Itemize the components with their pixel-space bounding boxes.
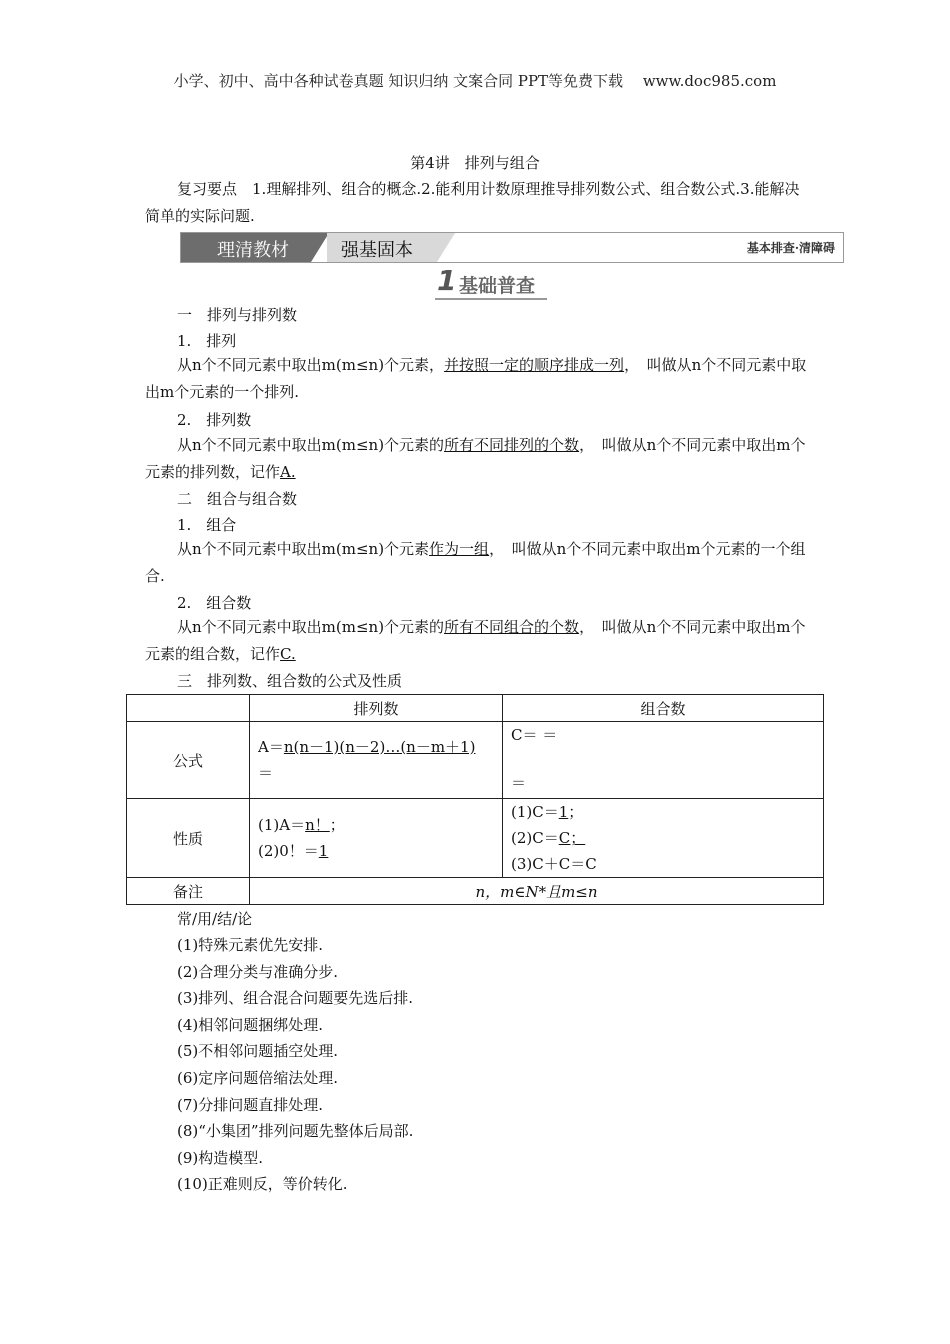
underlined-answer: n！ (305, 816, 330, 834)
permutation-formula-line1 (258, 734, 494, 760)
underlined-answer: A. (280, 463, 296, 481)
table-row-note (127, 878, 824, 905)
table-header-row (127, 695, 824, 722)
combination-property-2 (511, 825, 815, 851)
text-segment: ， 叫做从n个不同元素中取出m个元素的一个组合. (145, 540, 806, 585)
underlined-answer: 作为一组 (429, 540, 490, 558)
list-item: (4)相邻问题捆绑处理. (177, 1016, 324, 1034)
list-item: (8)“小集团”排列问题先整体后局部. (177, 1122, 414, 1140)
note-label: 备注 (127, 878, 250, 905)
text-segment: ， 叫做从n个不同元素中取出m个元素的一个排列. (145, 356, 807, 401)
permutation-formula-line2: ＝ (258, 764, 274, 782)
permutation-property-cell (250, 799, 503, 878)
list-item: (6)定序问题倍缩法处理. (177, 1069, 339, 1087)
list-item: (2)合理分类与准确分步. (177, 963, 339, 981)
part1-sub2-body (145, 432, 810, 486)
combination-property-cell (503, 799, 824, 878)
text-segment: (2)C＝ (511, 829, 559, 847)
combination-formula-line2: ＝ (511, 774, 527, 792)
section-bar-light-tip (437, 233, 455, 262)
underlined-answer: 并按照一定的顺序排成一列 (444, 356, 625, 374)
underlined-answer: C； (558, 829, 586, 847)
section-bar-middle-label: 强基固本 (341, 240, 413, 261)
part2-sub1: 1. 组合 (177, 516, 237, 534)
combination-property-3: (3)C＋C＝C (511, 855, 597, 873)
text-segment: (1)C＝ (511, 803, 559, 821)
formula-label: 公式 (127, 722, 250, 799)
text-segment: 从n个不同元素中取出m(m≤n)个元素的 (177, 618, 445, 636)
text-segment: ； (329, 816, 345, 834)
combination-property-1 (511, 799, 815, 825)
combination-formula-cell (503, 722, 824, 799)
underlined-answer: 所有不同组合的个数 (444, 618, 580, 636)
text-segment: A＝ (258, 738, 284, 756)
part3-heading: 三 排列数、组合数的公式及性质 (177, 672, 403, 690)
text-segment: ； (568, 803, 584, 821)
permutation-formula-cell (250, 722, 503, 799)
part1-sub2: 2. 排列数 (177, 411, 252, 429)
part2-sub2: 2. 组合数 (177, 594, 252, 612)
text-segment: (2)0！＝ (258, 842, 319, 860)
review-label: 复习要点 (177, 180, 238, 198)
text-segment: (1)A＝ (258, 816, 306, 834)
text-segment: 从n个不同元素中取出m(m≤n)个元素的 (177, 436, 445, 454)
section-badge (435, 264, 547, 300)
review-text: 1.理解排列、组合的概念.2.能利用计数原理推导排列数公式、组合数公式.3.能解决简单的实际问题. (145, 180, 800, 225)
badge-number: 1 (437, 264, 457, 297)
section-bar-right-label: 基本排查·清障碍 (746, 241, 835, 255)
underlined-answer: 1 (318, 842, 329, 860)
list-item: (7)分排问题直排处理. (177, 1096, 324, 1114)
table-row-property (127, 799, 824, 878)
permutation-property-1 (258, 812, 494, 838)
note-text: n，m∈N*且m≤n (250, 878, 824, 905)
list-item: (3)排列、组合混合问题要先选后排. (177, 989, 414, 1007)
property-label: 性质 (127, 799, 250, 878)
table-header-permutation: 排列数 (250, 695, 503, 722)
list-item: (9)构造模型. (177, 1149, 264, 1167)
part2-sub1-body (145, 536, 810, 590)
table-header-combination: 组合数 (503, 695, 824, 722)
conclusions-heading: 常/用/结/论 (177, 910, 253, 928)
table-row-formula (127, 722, 824, 799)
section-bar-left-label: 理清教材 (217, 240, 289, 261)
top-banner: 小学、初中、高中各种试卷真题 知识归纳 文案合同 PPT等免费下载 www.doc985.com (173, 72, 777, 90)
badge-text: 基础普查 (459, 275, 536, 297)
list-item: (10)正难则反，等价转化. (177, 1175, 348, 1193)
text-segment: ， 叫做从n个不同元素中取出m个元素的排列数，记作 (145, 436, 806, 481)
table-header-blank (127, 695, 250, 722)
text-segment: ， 叫做从n个不同元素中取出m个元素的组合数，记作 (145, 618, 806, 663)
underlined-answer: C. (280, 645, 296, 663)
part1-sub1-body (145, 352, 810, 406)
text-segment: 从n个不同元素中取出m(m≤n)个元素 (177, 540, 430, 558)
text-segment: 从n个不同元素中取出m(m≤n)个元素， (177, 356, 445, 374)
permutation-property-2 (258, 838, 494, 864)
part1-heading: 一 排列与排列数 (177, 306, 298, 324)
section-bar (180, 232, 844, 263)
list-item: (1)特殊元素优先安排. (177, 936, 324, 954)
underlined-answer: n(n－1)(n－2)…(n－m＋1) (283, 738, 476, 756)
part2-heading: 二 组合与组合数 (177, 490, 298, 508)
review-points (145, 176, 810, 230)
part2-sub2-body (145, 614, 810, 668)
formula-table (126, 694, 824, 905)
combination-formula-line1: C＝ ＝ (511, 726, 558, 744)
lesson-title: 第4讲 排列与组合 (410, 154, 540, 172)
underlined-answer: 所有不同排列的个数 (444, 436, 580, 454)
list-item: (5)不相邻问题插空处理. (177, 1042, 339, 1060)
underlined-answer: 1 (558, 803, 569, 821)
part1-sub1: 1. 排列 (177, 332, 237, 350)
